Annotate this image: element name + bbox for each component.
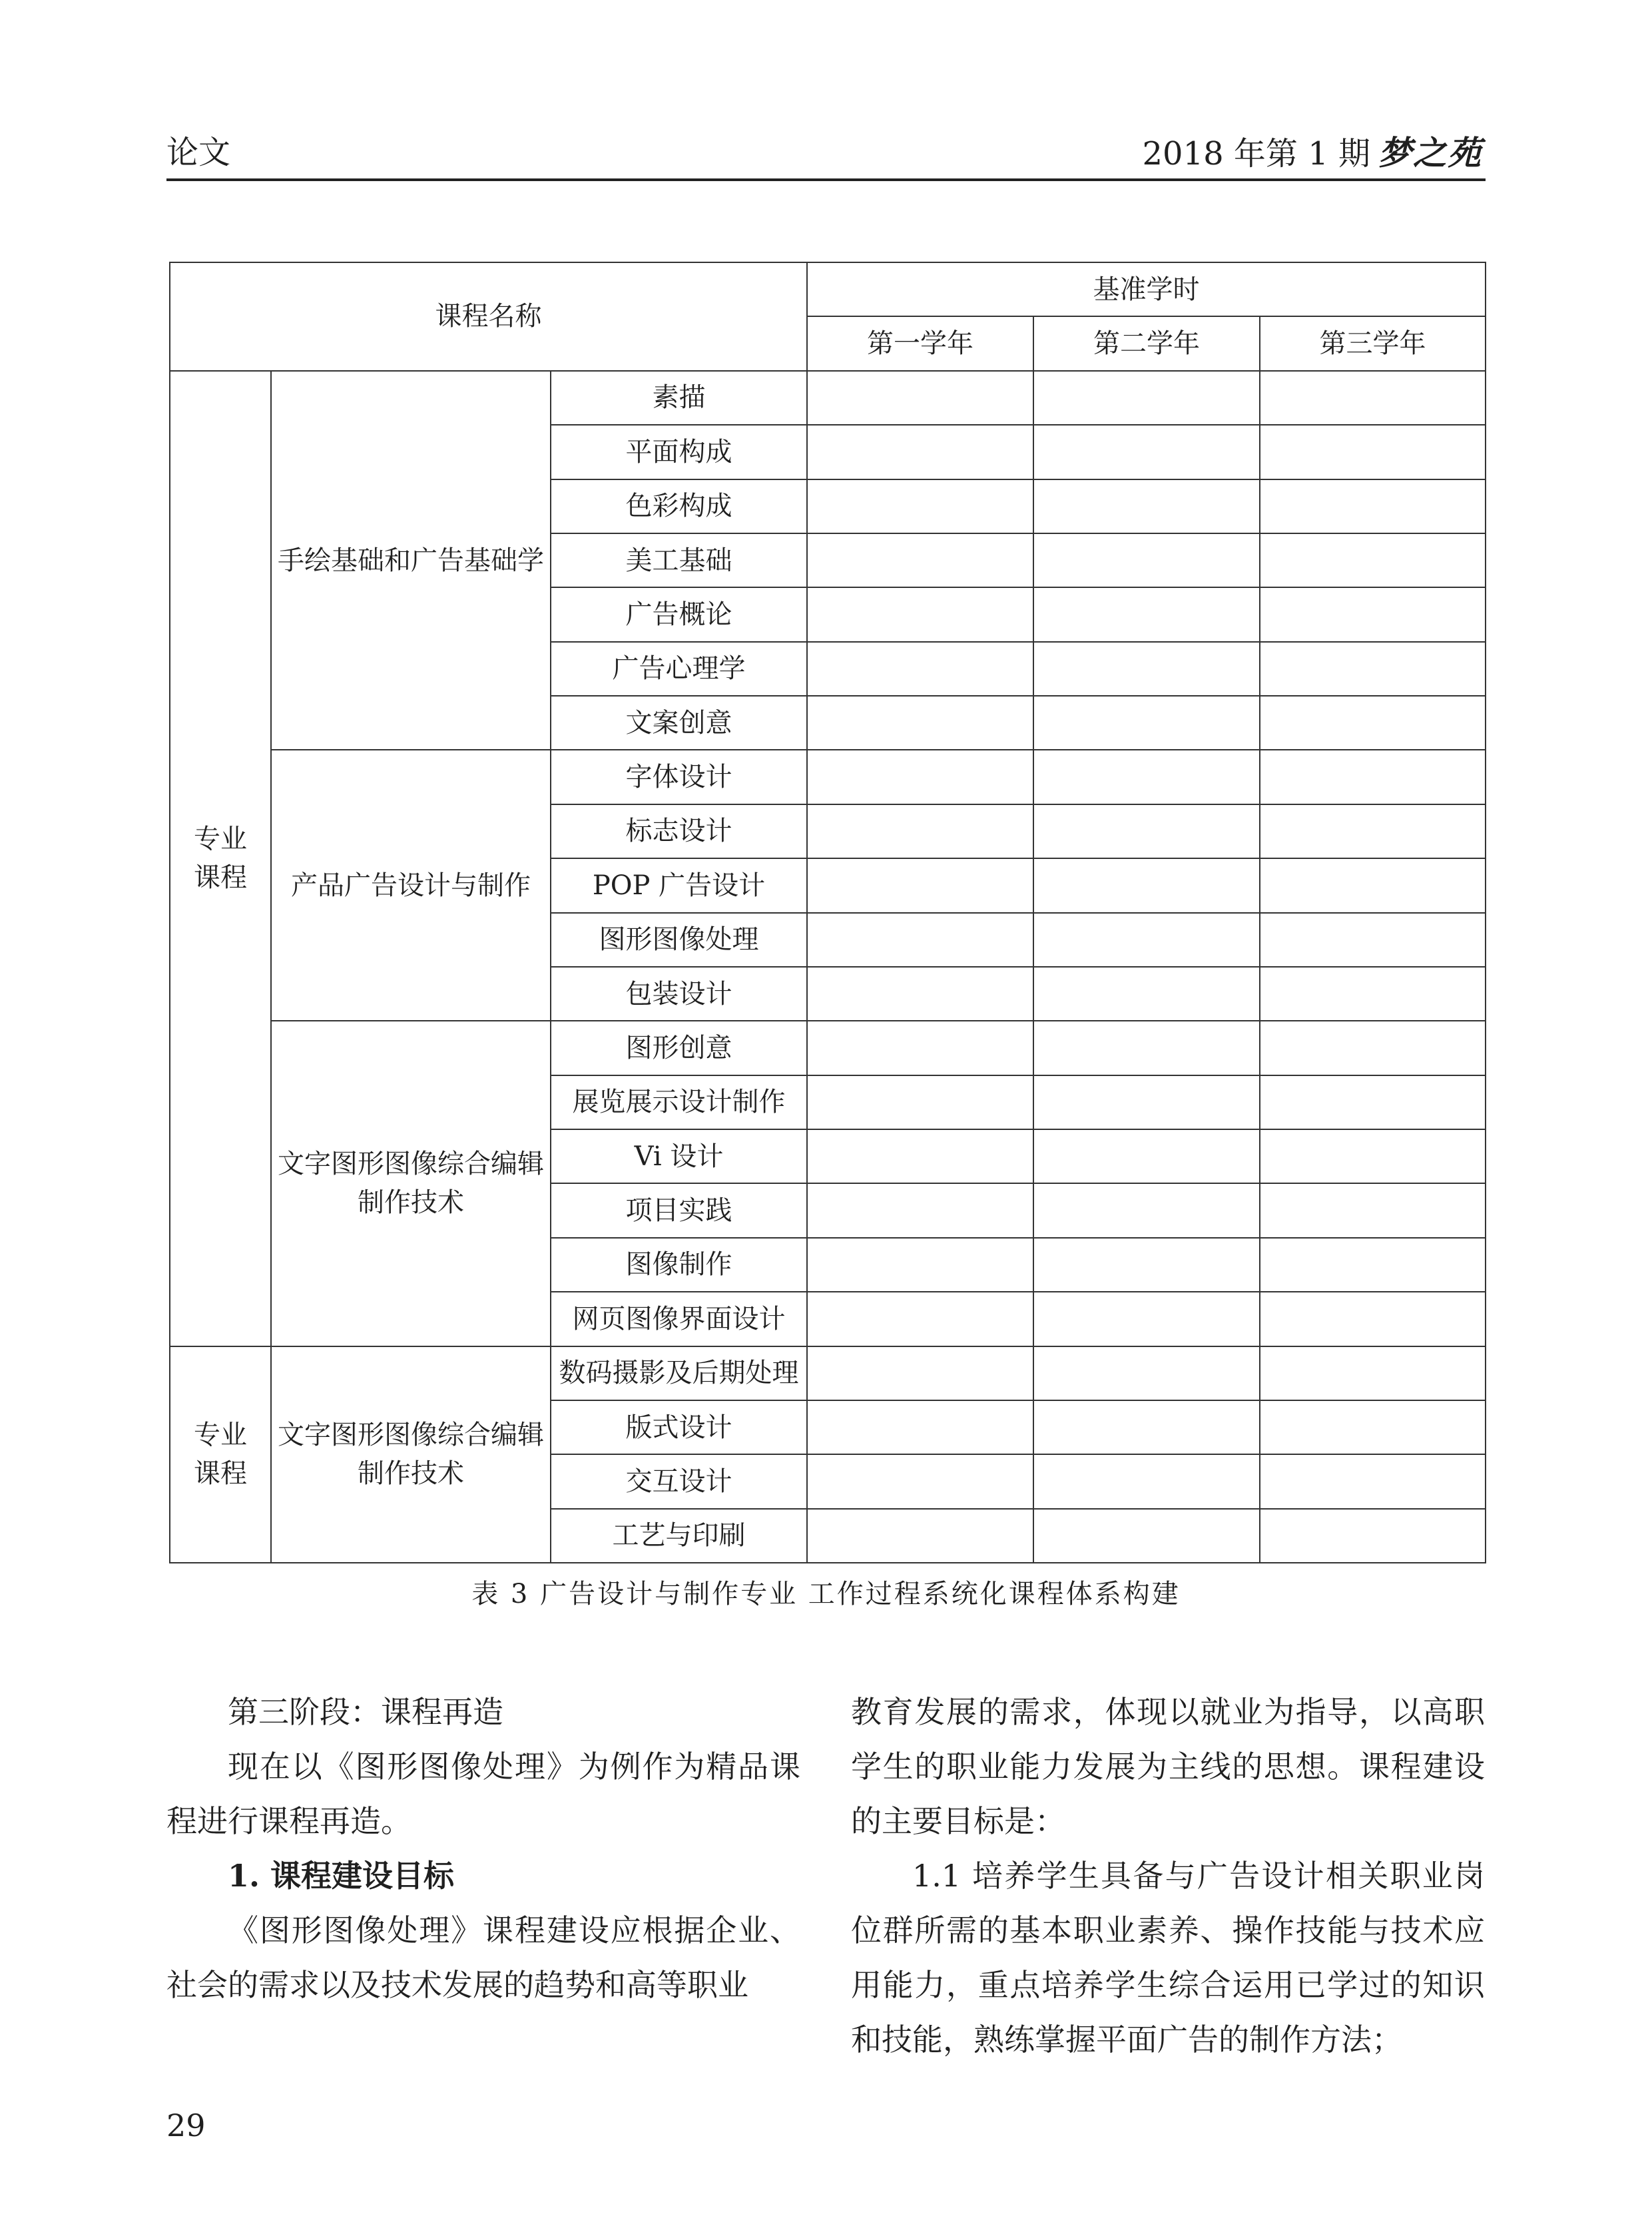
hours-cell xyxy=(1033,587,1260,641)
course-name-cell: 色彩构成 xyxy=(551,479,807,533)
course-name-cell: 文案创意 xyxy=(551,696,807,750)
hours-cell xyxy=(1033,804,1260,858)
subgroup-cell: 文字图形图像综合编辑 制作技术 xyxy=(271,1346,551,1563)
header-issue xyxy=(1143,127,1482,174)
hours-cell xyxy=(1260,858,1486,912)
hours-cell xyxy=(1033,533,1260,587)
issue-label: 2018 年第 1 期 xyxy=(1142,135,1370,172)
paragraph: 《图形图像处理》课程建设应根据企业、社会的需求以及技术发展的趋势和高等职业 xyxy=(166,1912,800,2003)
subgroup-cell: 产品广告设计与制作 xyxy=(271,750,551,1021)
hours-cell xyxy=(1033,1400,1260,1454)
hours-cell xyxy=(1260,1129,1486,1183)
category-cell: 专业 课程 xyxy=(170,371,271,1346)
header-rule xyxy=(166,178,1486,181)
hours-cell xyxy=(1033,1346,1260,1400)
column-header-year: 第二学年 xyxy=(1033,316,1260,370)
table-row xyxy=(170,1021,1486,1075)
paragraph: 现在以《图形图像处理》为例作为精品课程进行课程再造。 xyxy=(166,1749,800,1839)
hours-cell xyxy=(1260,967,1486,1021)
course-name-cell: 交互设计 xyxy=(551,1454,807,1508)
course-name-cell: 工艺与印刷 xyxy=(551,1509,807,1563)
hours-cell xyxy=(1033,1021,1260,1075)
hours-cell xyxy=(1033,642,1260,696)
hours-cell xyxy=(1260,1292,1486,1346)
hours-cell xyxy=(807,750,1033,804)
hours-cell xyxy=(1033,750,1260,804)
course-name-cell: 项目实践 xyxy=(551,1183,807,1237)
hours-cell xyxy=(807,1292,1033,1346)
header-section: 论文 xyxy=(166,134,231,171)
column-header-course-name: 课程名称 xyxy=(170,262,807,371)
course-name-cell: 字体设计 xyxy=(551,750,807,804)
hours-cell xyxy=(807,804,1033,858)
hours-cell xyxy=(807,858,1033,912)
course-name-cell: Vi 设计 xyxy=(551,1129,807,1183)
course-name-cell: 广告心理学 xyxy=(551,642,807,696)
hours-cell xyxy=(807,1346,1033,1400)
course-name-cell: 美工基础 xyxy=(551,533,807,587)
hours-cell xyxy=(1260,1238,1486,1292)
hours-cell xyxy=(1033,1292,1260,1346)
hours-cell xyxy=(1260,425,1486,479)
hours-cell xyxy=(807,1454,1033,1508)
hours-cell xyxy=(1260,587,1486,641)
hours-cell xyxy=(1033,913,1260,967)
hours-cell xyxy=(807,1238,1033,1292)
hours-cell xyxy=(1260,750,1486,804)
course-name-cell: 图形创意 xyxy=(551,1021,807,1075)
column-header-year: 第一学年 xyxy=(807,316,1033,370)
course-name-cell: 网页图像界面设计 xyxy=(551,1292,807,1346)
course-name-cell: 图像制作 xyxy=(551,1238,807,1292)
hours-cell xyxy=(1260,533,1486,587)
course-name-cell: 平面构成 xyxy=(551,425,807,479)
hours-cell xyxy=(1033,371,1260,425)
hours-cell xyxy=(1260,1509,1486,1563)
hours-cell xyxy=(1033,1075,1260,1129)
hours-cell xyxy=(807,479,1033,533)
page-number: 29 xyxy=(166,2107,206,2143)
hours-cell xyxy=(1260,1183,1486,1237)
course-name-cell: 图形图像处理 xyxy=(551,913,807,967)
stage-heading: 第三阶段：课程再造 xyxy=(228,1694,503,1730)
hours-cell xyxy=(1260,371,1486,425)
left-column xyxy=(166,1685,800,2012)
table-row xyxy=(170,371,1486,425)
course-table xyxy=(169,262,1486,1563)
hours-cell xyxy=(807,425,1033,479)
course-name-cell: 展览展示设计制作 xyxy=(551,1075,807,1129)
course-name-cell: 素描 xyxy=(551,371,807,425)
hours-cell xyxy=(807,696,1033,750)
hours-cell xyxy=(1033,479,1260,533)
table-row xyxy=(170,1346,1486,1400)
column-header-hours: 基准学时 xyxy=(807,262,1486,316)
subgroup-cell: 文字图形图像综合编辑 制作技术 xyxy=(271,1021,551,1346)
hours-cell xyxy=(807,1509,1033,1563)
hours-cell xyxy=(1033,1183,1260,1237)
hours-cell xyxy=(1260,1454,1486,1508)
hours-cell xyxy=(1260,1346,1486,1400)
hours-cell xyxy=(807,642,1033,696)
hours-cell xyxy=(1033,1238,1260,1292)
hours-cell xyxy=(807,1183,1033,1237)
hours-cell xyxy=(1260,1400,1486,1454)
hours-cell xyxy=(1033,696,1260,750)
hours-cell xyxy=(1260,696,1486,750)
hours-cell xyxy=(807,913,1033,967)
hours-cell xyxy=(807,587,1033,641)
hours-cell xyxy=(1260,913,1486,967)
hours-cell xyxy=(1033,1509,1260,1563)
hours-cell xyxy=(807,533,1033,587)
paragraph: 教育发展的需求，体现以就业为指导，以高职学生的职业能力发展为主线的思想。课程建设的主要目标是： xyxy=(851,1694,1485,1839)
subgroup-cell: 手绘基础和广告基础学 xyxy=(271,371,551,750)
hours-cell xyxy=(1260,804,1486,858)
course-name-cell: 广告概论 xyxy=(551,587,807,641)
table-caption: 表 3 广告设计与制作专业 工作过程系统化课程体系构建 xyxy=(471,1579,1181,1609)
section-heading: 1. 课程建设目标 xyxy=(228,1858,455,1894)
hours-cell xyxy=(807,1129,1033,1183)
category-cell: 专业 课程 xyxy=(170,1346,271,1563)
course-name-cell: 包装设计 xyxy=(551,967,807,1021)
hours-cell xyxy=(1033,858,1260,912)
course-name-cell: POP 广告设计 xyxy=(551,858,807,912)
hours-cell xyxy=(1260,1021,1486,1075)
hours-cell xyxy=(807,1400,1033,1454)
table-row xyxy=(170,750,1486,804)
hours-cell xyxy=(807,1075,1033,1129)
hours-cell xyxy=(1033,967,1260,1021)
hours-cell xyxy=(1260,642,1486,696)
course-name-cell: 标志设计 xyxy=(551,804,807,858)
hours-cell xyxy=(807,371,1033,425)
hours-cell xyxy=(1260,479,1486,533)
hours-cell xyxy=(1033,1129,1260,1183)
course-name-cell: 数码摄影及后期处理 xyxy=(551,1346,807,1400)
hours-cell xyxy=(807,1021,1033,1075)
journal-brand: 梦之苑 xyxy=(1378,133,1482,172)
right-column xyxy=(851,1685,1485,2067)
hours-cell xyxy=(1033,1454,1260,1508)
course-name-cell: 版式设计 xyxy=(551,1400,807,1454)
hours-cell xyxy=(1260,1075,1486,1129)
hours-cell xyxy=(807,967,1033,1021)
paragraph: 1.1 培养学生具备与广告设计相关职业岗位群所需的基本职业素养、操作技能与技术应用能力，重点培养学生综合运用已学过的知识和技能，熟练掌握平面广告的制作方法； xyxy=(851,1858,1485,2058)
hours-cell xyxy=(1033,425,1260,479)
column-header-year: 第三学年 xyxy=(1260,316,1486,370)
